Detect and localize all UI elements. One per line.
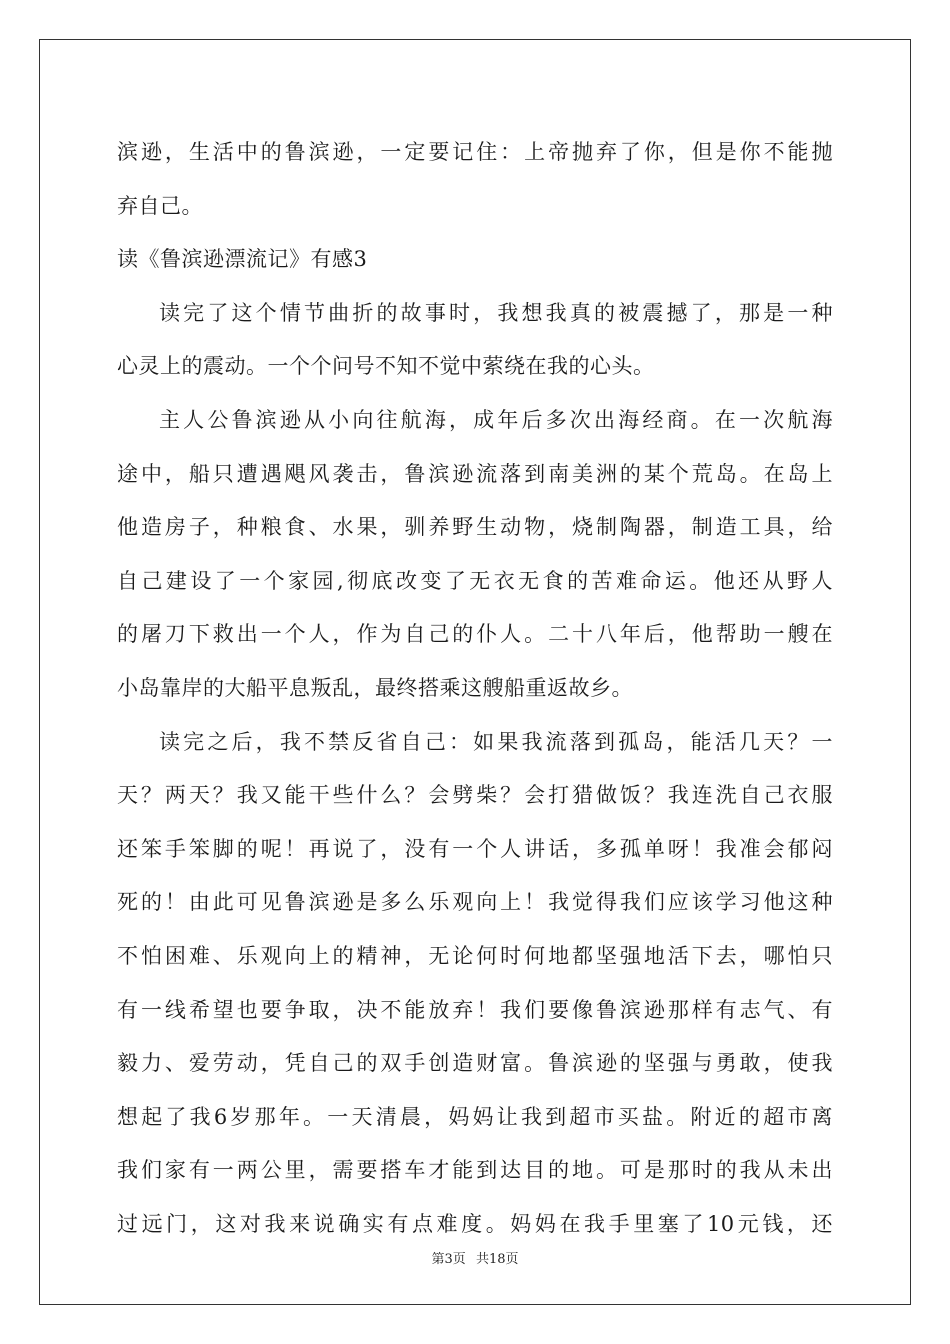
- page-total: 共18页: [475, 1252, 519, 1267]
- text-line: 的屠刀下救出一个人，作为自己的仆人。二十八年后，他帮助一艘在: [117, 622, 833, 647]
- text-line: 小岛靠岸的大船平息叛乱，最终搭乘这艘船重返故乡。: [117, 675, 633, 700]
- text-line: 过远门，这对我来说确实有点难度。妈妈在我手里塞了10元钱，还: [117, 1211, 833, 1236]
- page-number: 第3页: [431, 1252, 466, 1267]
- text-line: 主人公鲁滨逊从小向往航海，成年后多次出海经商。在一次航海: [159, 407, 833, 432]
- text-line: 读完了这个情节曲折的故事时，我想我真的被震撼了，那是一种: [159, 300, 833, 325]
- text-line: 途中，船只遭遇飓风袭击，鲁滨逊流落到南美洲的某个荒岛。在岛上: [117, 461, 833, 486]
- text-line: 还笨手笨脚的呢！再说了，没有一个人讲话，多孤单呀！我准会郁闷: [117, 836, 833, 861]
- text-line: 毅力、爱劳动，凭自己的双手创造财富。鲁滨逊的坚强与勇敢，使我: [117, 1051, 833, 1076]
- text-line: 我们家有一两公里，需要搭车才能到达目的地。可是那时的我从未出: [117, 1158, 833, 1183]
- text-line: 想起了我6岁那年。一天清晨，妈妈让我到超市买盐。附近的超市离: [117, 1104, 833, 1129]
- document-body: [117, 126, 833, 1251]
- text-line: 读完之后，我不禁反省自己：如果我流落到孤岛，能活几天？一: [159, 729, 833, 754]
- text-line: 他造房子，种粮食、水果，驯养野生动物，烧制陶器，制造工具，给: [117, 515, 833, 540]
- text-line: 天？两天？我又能干些什么？会劈柴？会打猎做饭？我连洗自己衣服: [117, 783, 833, 808]
- text-line: 心灵上的震动。一个个问号不知不觉中萦绕在我的心头。: [117, 354, 655, 379]
- text-line: 死的！由此可见鲁滨逊是多么乐观向上！我觉得我们应该学习他这种: [117, 890, 833, 915]
- text-line: 弃自己。: [117, 193, 203, 218]
- text-line: 有一线希望也要争取，决不能放弃！我们要像鲁滨逊那样有志气、有: [117, 997, 833, 1022]
- text-line: 滨逊，生活中的鲁滨逊，一定要记住：上帝抛弃了你，但是你不能抛: [117, 140, 833, 164]
- text-line: 自己建设了一个家园,彻底改变了无衣无食的苦难命运。他还从野人: [117, 568, 833, 593]
- section-heading: 读《鲁滨逊漂流记》有感3: [117, 247, 368, 272]
- page-footer: [0, 1248, 950, 1267]
- text-line: 不怕困难、乐观向上的精神，无论何时何地都坚强地活下去，哪怕只: [117, 943, 833, 968]
